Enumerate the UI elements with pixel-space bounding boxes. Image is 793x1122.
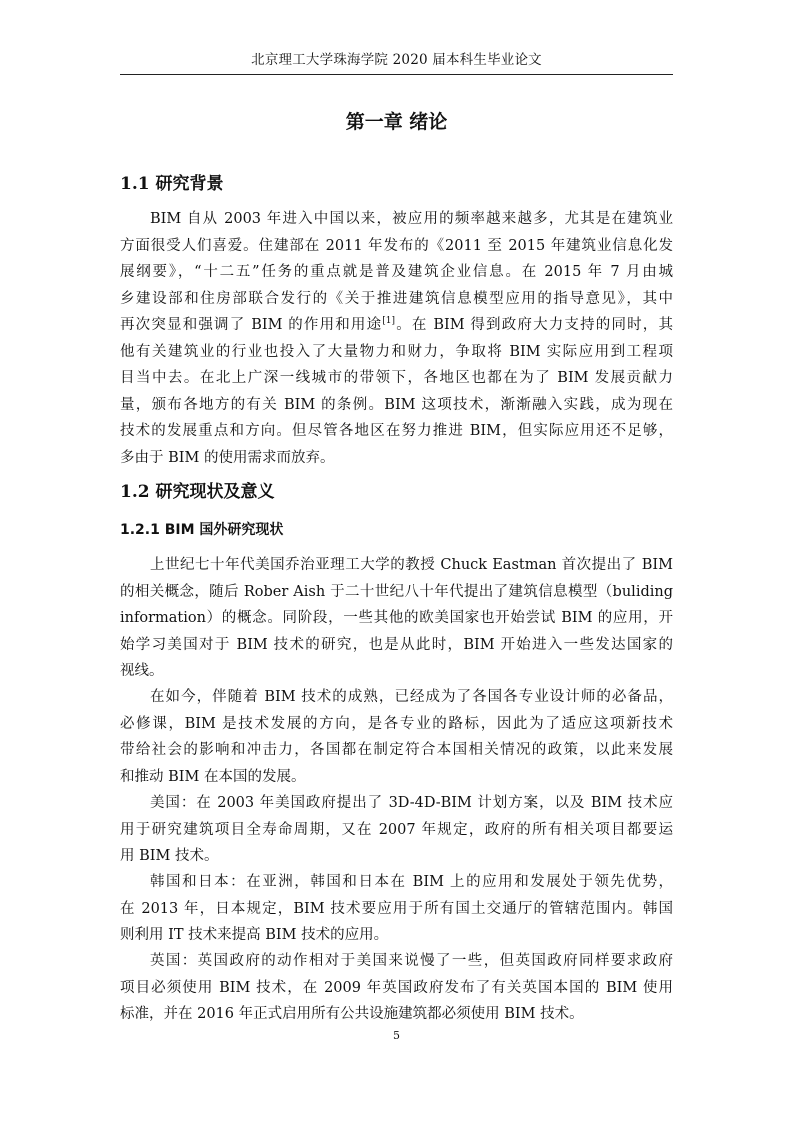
text-line: 始学习美国对于 BIM 技术的研究，也是从此时，BIM 开始进入一些发达国家的 (120, 636, 673, 653)
text-line: 和推动 BIM 在本国的发展。 (120, 768, 306, 785)
text-line: 乡建设部和住房部联合发行的《关于推进建筑信息模型应用的指导意见》，其中 (120, 290, 673, 307)
text-line: 美国：在 2003 年美国政府提出了 3D-4D-BIM 计划方案，以及 BIM 技术应 (150, 795, 673, 811)
text-line: 上世纪七十年代美国乔治亚理工大学的教授 Chuck Eastman 首次提出了 BIM (150, 557, 673, 573)
running-header: 北京理工大学珠海学院 2020 届本科生毕业论文 (251, 52, 542, 68)
section-heading-1-2: 1.2 研究现状及意义 (120, 482, 275, 502)
text-fragment: 。在 BIM 得到政府大力支持的同时，其 (395, 317, 673, 333)
chapter-title: 第一章 绪论 (345, 111, 448, 133)
text-line: 则利用 IT 技术来提高 BIM 技术的应用。 (120, 927, 389, 943)
paragraph-research-background (120, 206, 673, 471)
text-line: 必修课，BIM 是技术发展的方向，是各专业的路标，因此为了适应这项新技术 (120, 715, 673, 732)
text-line: 在 2013 年，日本规定，BIM 技术要应用于所有国土交通厅的管辖范围内。韩国 (120, 900, 673, 917)
text-line: 方面很受人们喜爱。住建部在 2011 年发布的《2011 至 2015 年建筑业信息化发 (120, 237, 673, 254)
text-line-with-citation (120, 312, 673, 339)
text-line: 项目必须使用 BIM 技术，在 2009 年英国政府发布了有关英国本国的 BIM 使用 (120, 979, 673, 996)
text-line: 英国：英国政府的动作相对于美国来说慢了一些，但英国政府同样要求政府 (150, 953, 673, 969)
citation-mark: [1] (382, 316, 396, 326)
text-line: 用于研究建筑项目全寿命周期，又在 2007 年规定，政府的所有相关项目都要运 (120, 821, 673, 838)
text-line: 在如今，伴随着 BIM 技术的成熟，已经成为了各国各专业设计师的必备品， (150, 689, 673, 705)
text-line: 技术的发展重点和方向。但尽管各地区在努力推进 BIM，但实际应用还不足够， (120, 423, 673, 439)
text-line: 视线。 (120, 663, 164, 679)
text-line: 他有关建筑业的行业也投入了大量物力和财力，争取将 BIM 实际应用到工程项 (120, 343, 673, 360)
paragraph-origin (120, 552, 673, 685)
header-rule (120, 74, 673, 75)
text-line: 展纲要》，“十二五”任务的重点就是普及建筑企业信息。在 2015 年 7 月由城 (120, 264, 673, 280)
text-line: 韩国和日本：在亚洲，韩国和日本在 BIM 上的应用和发展处于领先优势， (150, 874, 673, 890)
text-fragment: 再次突显和强调了 BIM 的作用和用途 (120, 317, 383, 333)
text-line: BIM 自从 2003 年进入中国以来，被应用的频率越来越多，尤其是在建筑业 (150, 211, 673, 227)
page-number: 5 (393, 1029, 400, 1042)
paragraph-uk (120, 948, 673, 1028)
text-line: 目当中去。在北上广深一线城市的带领下，各地区也都在为了 BIM 发展贡献力 (120, 370, 673, 386)
text-line: 用 BIM 技术。 (120, 848, 219, 864)
text-line: 带给社会的影响和冲击力，各国都在制定符合本国相关情况的政策，以此来发展 (120, 742, 673, 758)
text-line: information）的概念。同阶段，一些其他的欧美国家也开始尝试 BIM 的应用，开 (120, 610, 673, 626)
section-heading-1-1: 1.1 研究背景 (120, 174, 224, 194)
paragraph-usa (120, 790, 673, 870)
paragraph-korea-japan (120, 869, 673, 949)
paragraph-current-state (120, 684, 673, 790)
text-line: 的相关概念，随后 Rober Aish 于二十世纪八十年代提出了建筑信息模型（buliding (120, 583, 673, 600)
text-line: 多由于 BIM 的使用需求而放弃。 (120, 449, 335, 466)
text-line: 标准，并在 2016 年正式启用所有公共设施建筑都必须使用 BIM 技术。 (120, 1006, 584, 1022)
section-heading-1-2-1: 1.2.1 BIM 国外研究现状 (120, 522, 284, 538)
text-line: 量，颁布各地方的有关 BIM 的条例。BIM 这项技术，渐渐融入实践，成为现在 (120, 396, 673, 413)
